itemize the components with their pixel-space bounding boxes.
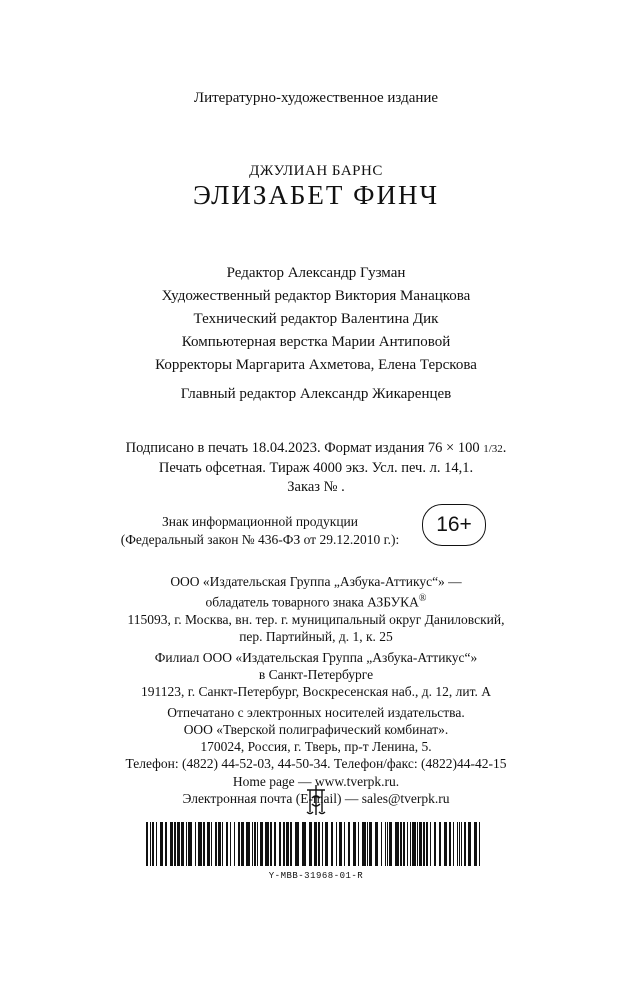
barcode-bar xyxy=(417,822,418,866)
publisher-logo-icon xyxy=(303,782,329,818)
barcode-bar xyxy=(419,822,422,866)
barcode-bar xyxy=(412,822,416,866)
barcode-bar xyxy=(186,822,187,866)
barcode-bar xyxy=(434,822,436,866)
age-rating-badge: 16+ xyxy=(422,504,486,546)
barcode-bar xyxy=(279,822,281,866)
credit-line: Редактор Александр Гузман xyxy=(226,265,406,281)
barcode-bar xyxy=(246,822,250,866)
barcode-bar xyxy=(461,822,462,866)
barcode-bar xyxy=(395,822,399,866)
barcode-bar xyxy=(449,822,451,866)
barcode-bar xyxy=(314,822,317,866)
publisher-line: в Санкт-Петербурге xyxy=(258,666,374,682)
barcode-bar xyxy=(174,822,176,866)
barcode-bar xyxy=(226,822,228,866)
trademark-owner: обладатель товарного знака АЗБУКА xyxy=(205,594,419,610)
printer-line: 170024, Россия, г. Тверь, пр-т Ленина, 5. xyxy=(200,739,432,755)
barcode-bar xyxy=(426,822,428,866)
registered-mark: ® xyxy=(418,593,427,605)
barcode-bar xyxy=(207,822,210,866)
barcode-bar xyxy=(181,822,184,866)
barcode-bar xyxy=(331,822,333,866)
printer-line: Электронная почта (E-mail) — sales@tverpk.ru xyxy=(182,791,450,807)
barcode xyxy=(146,822,484,866)
barcode-bar xyxy=(295,822,299,866)
barcode-bar xyxy=(150,822,151,866)
barcode-bar xyxy=(430,822,431,866)
publisher-line: 115093, г. Москва, вн. тер. г. муниципальный округ Даниловский, xyxy=(127,612,505,628)
publisher-line: Филиал ООО «Издательская Группа „Азбука-Аттикус“» xyxy=(154,649,478,665)
barcode-bar xyxy=(459,822,460,866)
barcode-bar xyxy=(474,822,477,866)
publisher-line xyxy=(0,590,632,611)
barcode-label: Y-MBB-31968-01-R xyxy=(268,871,364,881)
barcode-bar xyxy=(322,822,323,866)
barcode-bar xyxy=(407,822,408,866)
barcode-bar xyxy=(453,822,454,866)
barcode-bar xyxy=(198,822,202,866)
barcode-bar xyxy=(152,822,154,866)
barcode-bar xyxy=(400,822,402,866)
format-fraction: 1/32 xyxy=(483,443,503,455)
info-sign-label: Знак информационной продукции xyxy=(161,514,359,529)
barcode-bar xyxy=(439,822,441,866)
barcode-bar xyxy=(362,822,366,866)
barcode-bar xyxy=(464,822,466,866)
barcode-bar xyxy=(252,822,253,866)
barcode-bar xyxy=(325,822,328,866)
publisher-line: ООО «Издательская Группа „Азбука-Аттикус“» — xyxy=(170,574,462,589)
credit-line: Компьютерная верстка Марии Антиповой xyxy=(181,334,451,350)
barcode-bar xyxy=(468,822,471,866)
credits-block xyxy=(0,262,632,406)
barcode-bar xyxy=(381,822,382,866)
barcode-bar xyxy=(348,822,350,866)
barcode-bar xyxy=(211,822,212,866)
info-sign-block xyxy=(120,513,400,549)
barcode-bar xyxy=(367,822,368,866)
barcode-bar xyxy=(353,822,356,866)
barcode-bar xyxy=(160,822,163,866)
barcode-bar xyxy=(222,822,223,866)
barcode-bar xyxy=(215,822,217,866)
barcode-bar xyxy=(410,822,411,866)
print-format-end: . xyxy=(502,440,507,456)
barcode-bar xyxy=(188,822,192,866)
barcode-bar xyxy=(254,822,256,866)
barcode-bar xyxy=(457,822,458,866)
barcode-bar xyxy=(170,822,173,866)
barcode-bar xyxy=(238,822,240,866)
barcode-bar xyxy=(257,822,258,866)
barcode-bar xyxy=(241,822,244,866)
barcode-bar xyxy=(309,822,312,866)
credit-line: Технический редактор Валентина Дик xyxy=(193,311,439,327)
barcode-bar xyxy=(260,822,263,866)
order-number: Заказ № . xyxy=(287,479,345,495)
publisher-block xyxy=(0,573,632,807)
printer-line: ООО «Тверской полиграфический комбинат». xyxy=(183,721,449,737)
publisher-line: 191123, г. Санкт-Петербург, Воскресенская наб., д. 12, лит. А xyxy=(141,684,491,700)
barcode-bar xyxy=(270,822,272,866)
barcode-bar xyxy=(385,822,386,866)
book-title: ЭЛИЗАБЕТ ФИНЧ xyxy=(192,180,440,210)
barcode-bar xyxy=(286,822,289,866)
print-info-block xyxy=(0,439,632,497)
credit-line: Художественный редактор Виктория Манацкова xyxy=(161,288,471,304)
barcode-bar xyxy=(318,822,320,866)
barcode-bar xyxy=(375,822,378,866)
barcode-bar xyxy=(339,822,342,866)
barcode-bar xyxy=(302,822,306,866)
barcode-bar xyxy=(234,822,235,866)
barcode-bar xyxy=(218,822,221,866)
barcode-bar xyxy=(336,822,337,866)
barcode-bar xyxy=(195,822,196,866)
barcode-bar xyxy=(274,822,276,866)
printer-line: Телефон: (4822) 44-52-03, 44-50-34. Телефон/факс: (4822)44-42-15 xyxy=(125,756,507,772)
printer-line: Home page — www.tverpk.ru. xyxy=(232,773,400,789)
barcode-bar xyxy=(203,822,205,866)
barcode-bar xyxy=(156,822,157,866)
barcode-bar xyxy=(444,822,447,866)
barcode-bar xyxy=(290,822,292,866)
info-sign-law: (Федеральный закон № 436-ФЗ от 29.12.2010 г.): xyxy=(120,532,400,547)
edition-type: Литературно-художественное издание xyxy=(193,90,439,106)
barcode-bar xyxy=(283,822,285,866)
barcode-bar xyxy=(146,822,148,866)
printer-line: Отпечатано с электронных носителей издательства. xyxy=(167,704,465,720)
chief-editor: Главный редактор Александр Жикаренцев xyxy=(180,386,452,402)
author-name: ДЖУЛИАН БАРНС xyxy=(249,163,383,179)
barcode-bar xyxy=(165,822,167,866)
barcode-bar xyxy=(177,822,180,866)
barcode-bar xyxy=(479,822,480,866)
credit-line: Корректоры Маргарита Ахметова, Елена Терскова xyxy=(155,357,477,373)
barcode-bar xyxy=(369,822,372,866)
barcode-bar xyxy=(344,822,345,866)
barcode-bar xyxy=(389,822,392,866)
barcode-bar xyxy=(265,822,269,866)
barcode-bar xyxy=(403,822,405,866)
barcode-bar xyxy=(230,822,231,866)
print-info-line: Печать офсетная. Тираж 4000 экз. Усл. печ. л. 14,1. xyxy=(158,460,474,476)
print-format: Подписано в печать 18.04.2023. Формат издания 76 × 100 xyxy=(125,440,484,456)
barcode-bar xyxy=(423,822,425,866)
barcode-bar xyxy=(358,822,359,866)
print-info-line xyxy=(0,439,632,459)
publisher-line: пер. Партийный, д. 1, к. 25 xyxy=(239,629,393,645)
barcode-bar xyxy=(387,822,388,866)
